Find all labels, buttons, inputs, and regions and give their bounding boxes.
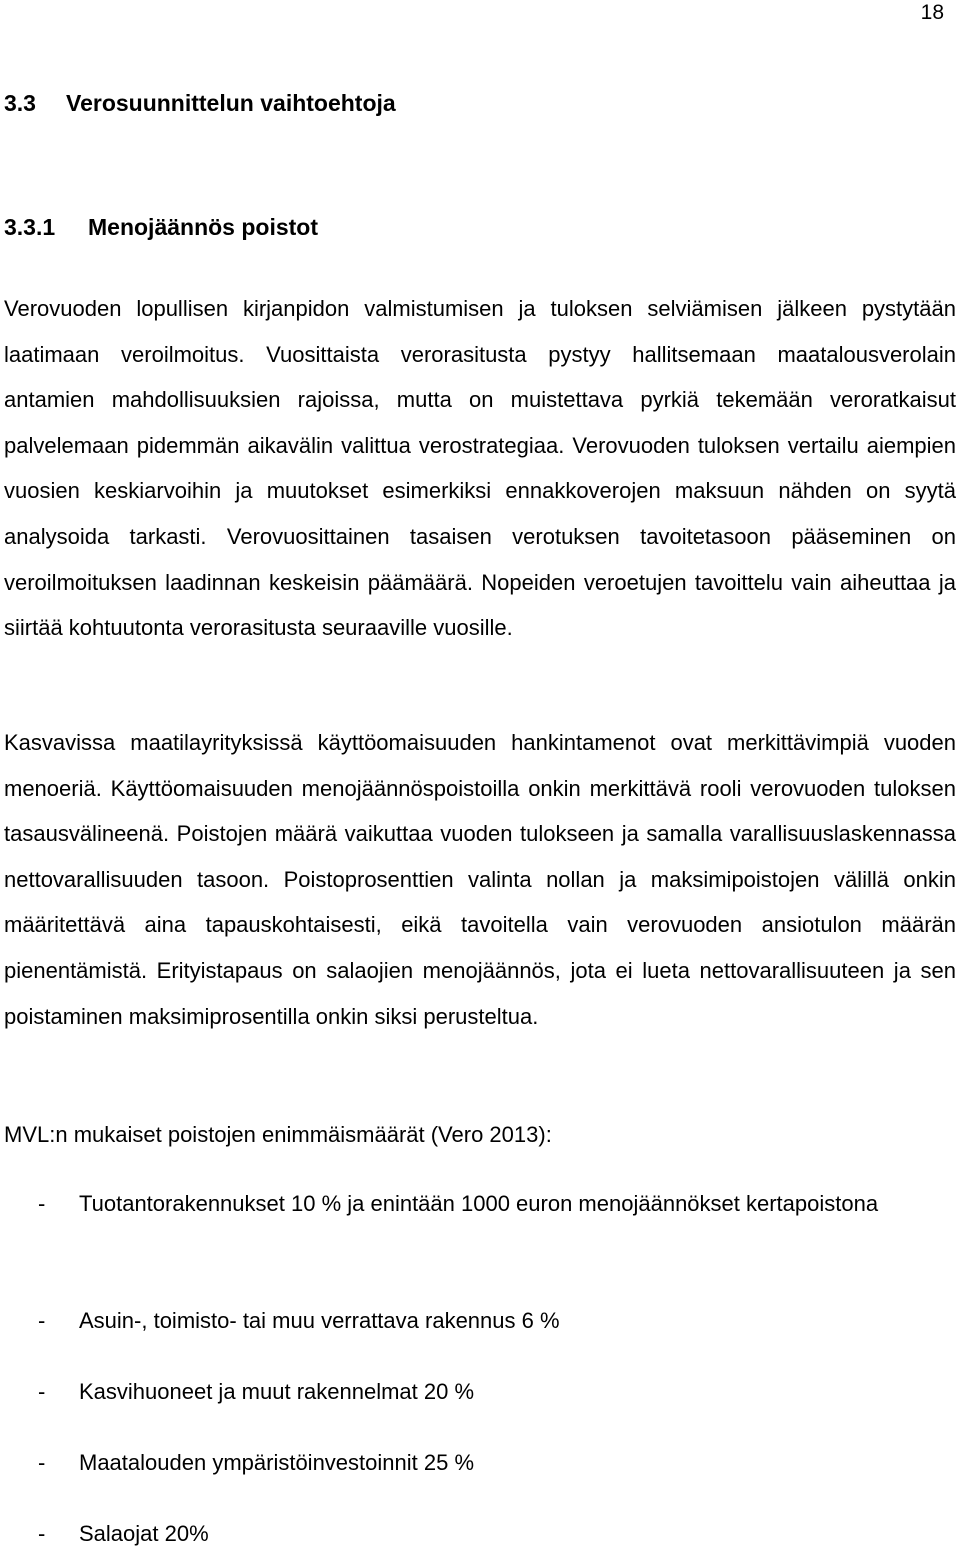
section-number: 3.3 — [4, 90, 36, 116]
list-item-text: Tuotantorakennukset 10 % ja enintään 1000 euron menojäännökset kertapoistona — [79, 1191, 879, 1216]
list-item — [38, 1511, 956, 1556]
list-item — [38, 1369, 956, 1414]
list-item-text: Kasvihuoneet ja muut rakennelmat 20 % — [79, 1379, 475, 1404]
subsection-title: Menojäännös poistot — [88, 214, 318, 240]
list-item — [38, 1181, 956, 1226]
list-item-text: Salaojat 20% — [79, 1521, 209, 1546]
list-item — [38, 1440, 956, 1485]
list-item — [38, 1298, 956, 1343]
list-dash: - — [38, 1521, 46, 1546]
list-dash: - — [38, 1191, 46, 1216]
paragraph-2: Kasvavissa maatilayrityksissä käyttöomaisuuden hankintamenot ovat merkittävimpiä vuoden menoeriä. Käyttöomaisuuden menojäännöspoistoilla onkin merkittävä rooli verovuoden tuloksen tasausvälineenä. Poistojen määrä vaikuttaa vuoden tulokseen ja samalla varallisuuslaskennassa nettovarallisuuden tasoon. Poistoprosenttien valinta nollan ja maksimipoistojen välillä onkin määritettävä aina tapauskohtaisesti, eikä tavoitella vain verovuoden ansiotulon määrän pienentämistä. Erityistapaus on salaojien menojäännös, jota ei lueta nettovarallisuuteen ja sen poistaminen maksimiprosentilla onkin siksi perusteltua. — [4, 730, 956, 1029]
list-item-text: Asuin-, toimisto- tai muu verrattava rakennus 6 % — [79, 1308, 560, 1333]
list-dash: - — [38, 1450, 46, 1475]
list-item-text: Maatalouden ympäristöinvestoinnit 25 % — [79, 1450, 475, 1475]
subsection-heading — [4, 213, 318, 241]
list-dash: - — [38, 1308, 46, 1333]
page-number: 18 — [920, 1, 944, 24]
paragraph-1: Verovuoden lopullisen kirjanpidon valmistumisen ja tuloksen selviämisen jälkeen pystytään laatimaan veroilmoitus. Vuosittaista verorasitusta pystyy hallitsemaan maatalousverolain antamien mahdollisuuksien rajoissa, mutta on muistettava pyrkiä tekemään veroratkaisut palvelemaan pidemmän aikavälin valittua verostrategiaa. Verovuoden tuloksen vertailu aiempien vuosien keskiarvoihin ja muutokset esimerkiksi ennakkoverojen maksuun nähden on syytä analysoida tarkasti. Verovuosittainen tasaisen verotuksen tavoitetasoon pääseminen on veroilmoituksen laadinnan keskeisin päämäärä. Nopeiden veroetujen tavoittelu vain aiheuttaa ja siirtää kohtuutonta verorasitusta seuraaville vuosille. — [4, 296, 956, 641]
list-dash: - — [38, 1379, 46, 1404]
list-intro: MVL:n mukaiset poistojen enimmäismäärät (Vero 2013): — [4, 1122, 552, 1147]
section-title: Verosuunnittelun vaihtoehtoja — [66, 90, 396, 116]
section-heading — [4, 89, 396, 117]
subsection-number: 3.3.1 — [4, 214, 56, 240]
